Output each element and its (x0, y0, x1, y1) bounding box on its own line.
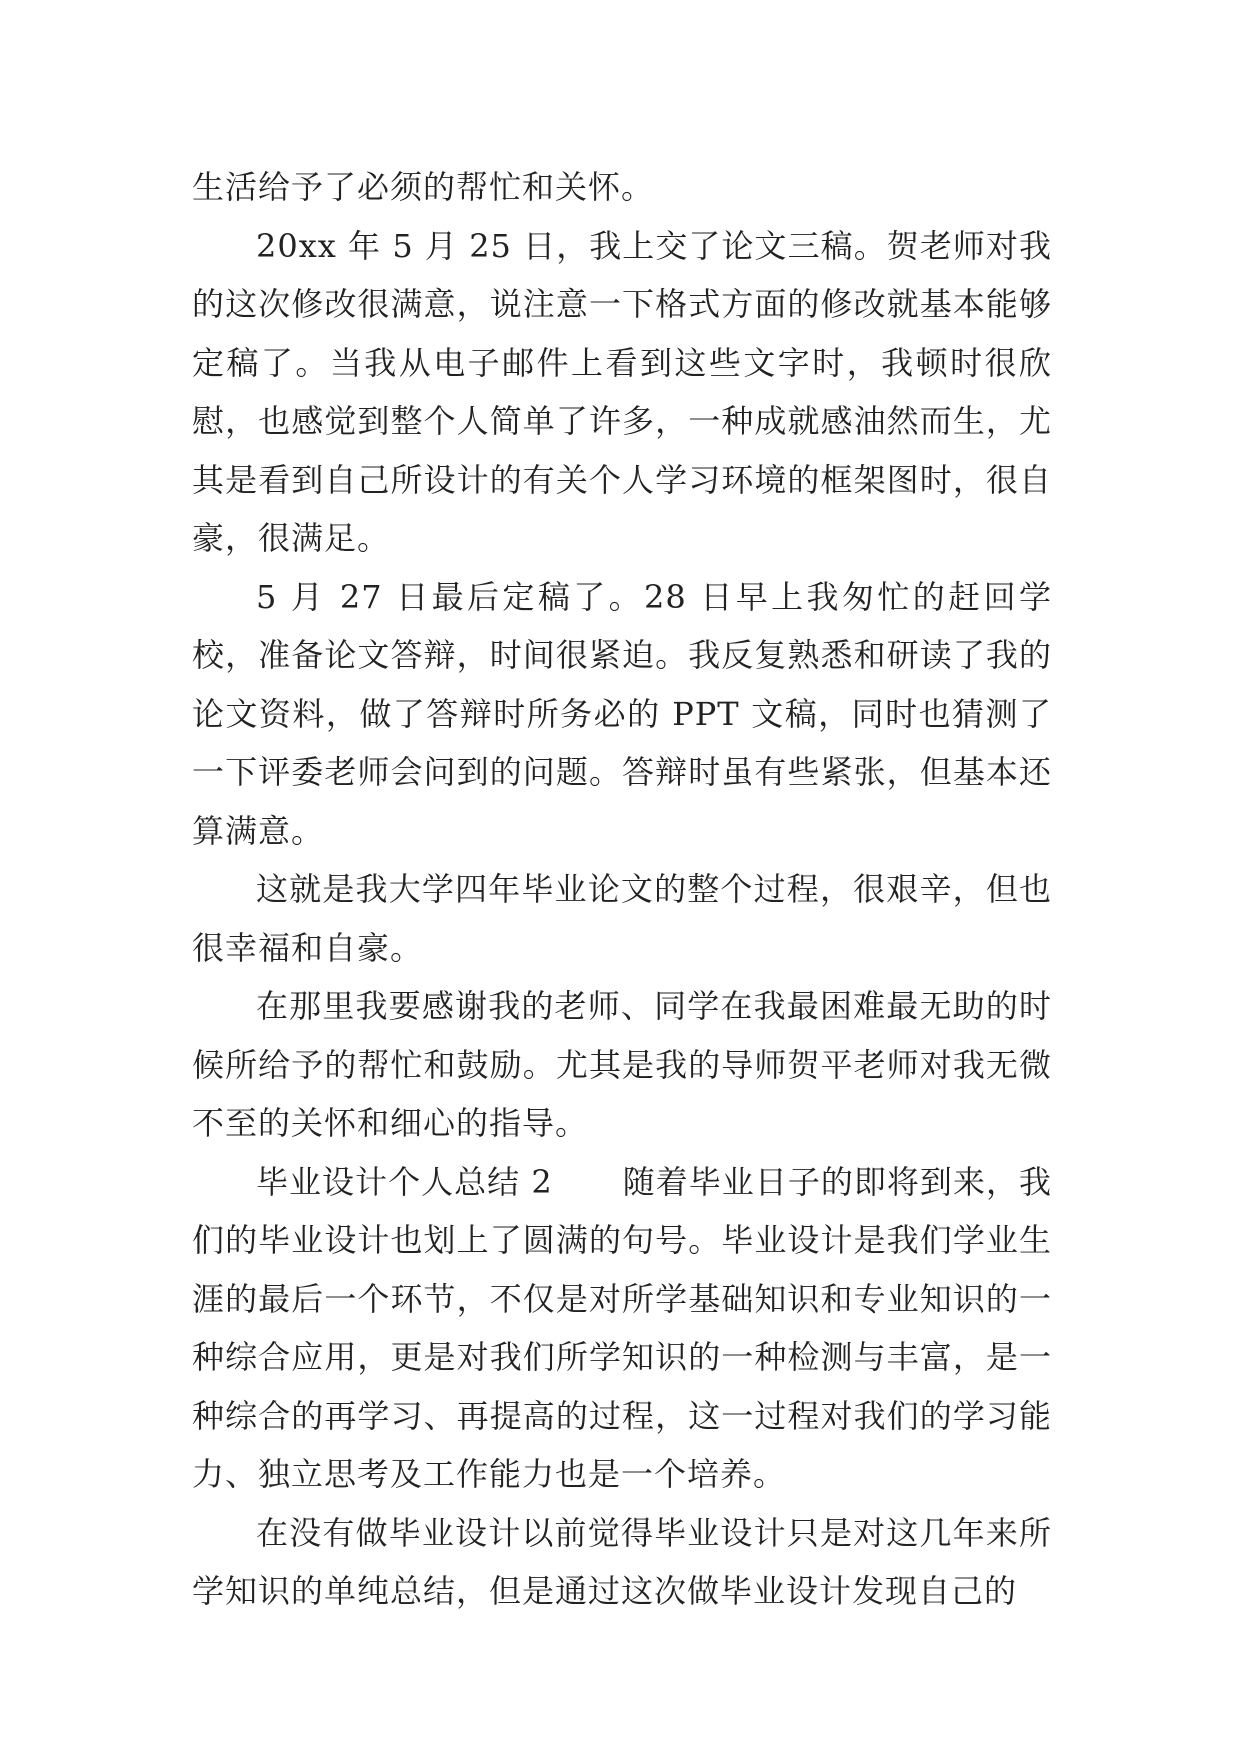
paragraph-last: 在没有做毕业设计以前觉得毕业设计只是对这几年来所学知识的单纯总结，但是通过这次做毕业设计发现自己的 (192, 1513, 1052, 1610)
section-2-heading: 毕业设计个人总结 2 (256, 1162, 553, 1201)
document-body (192, 158, 1052, 1621)
section-2-paragraph (192, 1153, 1052, 1504)
paragraph-1: 生活给予了必须的帮忙和关怀。 (192, 168, 655, 206)
section-2-text: 随着毕业日子的即将到来，我们的毕业设计也划上了圆满的句号。毕业设计是我们学业生涯的最后一个环节，不仅是对所学基础知识和专业知识的一种综合应用，更是对我们所学知识的一种检测与丰富，是一种综合的再学习、再提高的过程，这一过程对我们的学习能力、独立思考及工作能力也是一个培养。 (192, 1162, 1052, 1493)
paragraph-4: 这就是我大学四年毕业论文的整个过程，很艰辛，但也很幸福和自豪。 (192, 870, 1052, 967)
paragraph-3: 5 月 27 日最后定稿了。28 日早上我匆忙的赶回学校，准备论文答辩，时间很紧迫。我反复熟悉和研读了我的论文资料，做了答辩时所务必的 PPT 文稿，同时也猜测了一下评委老师会问到的问题。答辩时虽有些紧张，但基本还算满意。 (192, 577, 1052, 850)
paragraph-5: 在那里我要感谢我的老师、同学在我最困难最无助的时候所给予的帮忙和鼓励。尤其是我的导师贺平老师对我无微不至的关怀和细心的指导。 (192, 987, 1052, 1142)
paragraph-2: 20xx 年 5 月 25 日，我上交了论文三稿。贺老师对我的这次修改很满意，说注意一下格式方面的修改就基本能够定稿了。当我从电子邮件上看到这些文字时，我顿时很欣慰，也感觉到整个人简单了许多，一种成就感油然而生，尤其是看到自己所设计的有关个人学习环境的框架图时，很自豪，很满足。 (192, 226, 1052, 557)
